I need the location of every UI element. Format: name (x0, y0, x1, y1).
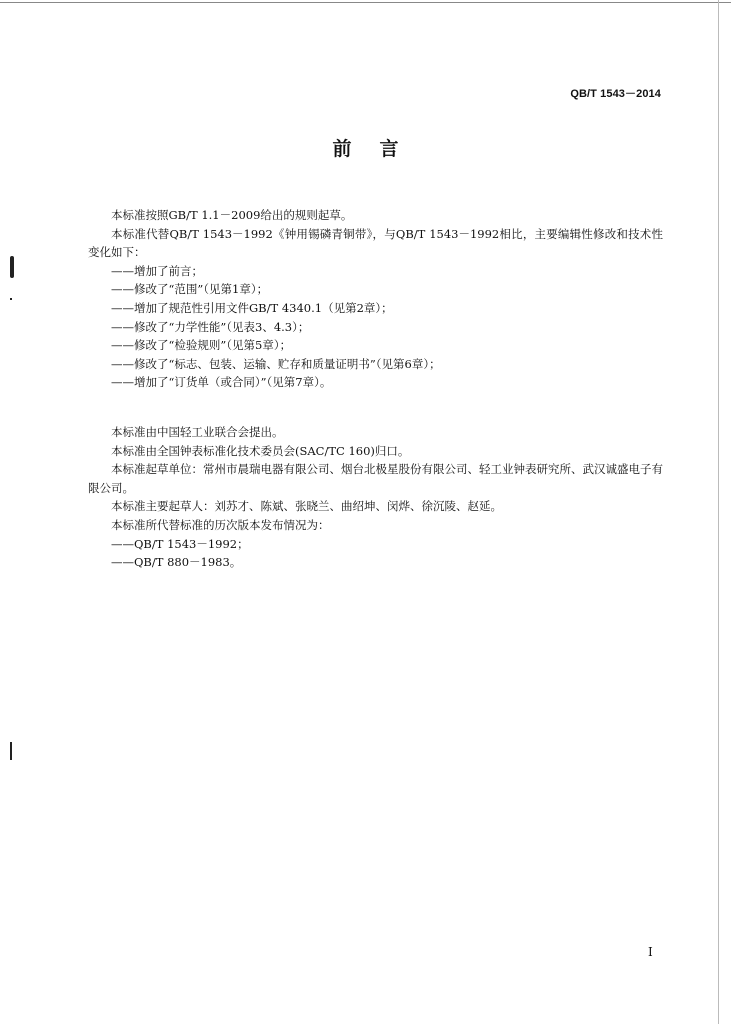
standard-code: QB/T 1543－2014 (570, 88, 661, 100)
preface-section-one (88, 206, 663, 392)
change-item: ——修改了“检验规则”（见第5章）； (111, 338, 292, 353)
drafting-units-paragraph: 本标准起草单位：常州市晨瑞电器有限公司、烟台北极星股份有限公司、轻工业钟表研究所、武汉诚盛电子有限公司。 (88, 462, 663, 495)
scan-mark (10, 256, 14, 278)
change-item: ——修改了“力学性能”（见表3、4.3）； (111, 319, 310, 334)
history-item: ——QB/T 880－1983。 (111, 555, 242, 570)
scan-mark (10, 742, 12, 760)
scan-mark (10, 298, 12, 300)
page-number: I (648, 945, 653, 959)
change-item: ——增加了规范性引用文件GB/T 4340.1（见第2章）； (111, 300, 393, 315)
page-top-rule (0, 2, 731, 3)
change-item: ——修改了“范围”（见第1章）； (111, 282, 269, 297)
proposed-by-paragraph: 本标准由中国轻工业联合会提出。 (111, 425, 284, 439)
managed-by-paragraph: 本标准由全国钟表标准化技术委员会(SAC/TC 160)归口。 (111, 443, 410, 458)
history-intro-paragraph: 本标准所代替标准的历次版本发布情况为： (111, 517, 330, 532)
page-title: 前言 (332, 138, 427, 160)
change-item: ——增加了前言； (111, 263, 203, 278)
preface-section-two (88, 423, 663, 572)
change-item: ——修改了“标志、包装、运输、贮存和质量证明书”（见第6章）； (111, 356, 441, 371)
replacement-paragraph: 本标准代替QB/T 1543－1992《钟用锡磷青铜带》，与QB/T 1543－1992相比，主要编辑性修改和技术性变化如下： (88, 226, 663, 260)
drafters-paragraph: 本标准主要起草人：刘苏才、陈斌、张晓兰、曲绍坤、闵烨、徐沉陵、赵延。 (111, 499, 502, 514)
change-item: ——增加了“订货单（或合同）”（见第7章）。 (111, 375, 332, 390)
drafting-rule-paragraph: 本标准按照GB/T 1.1－2009给出的规则起草。 (111, 208, 353, 222)
history-item: ——QB/T 1543－1992； (111, 536, 249, 551)
